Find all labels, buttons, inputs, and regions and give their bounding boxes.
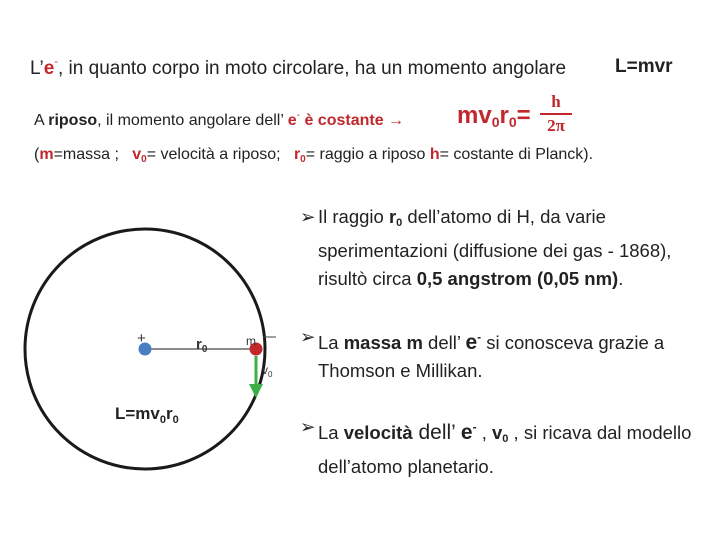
legend-line: (m=massa ; $v_0=$ velocità a riposo; $r_0=$ raggio a riposo h= costante di Planck). [34,146,594,165]
quantized-formula: $mv_0r_0=$ [457,102,531,130]
rest-line: A riposo, il momento angolare dell’ e- è costante → [34,110,405,129]
bullet-mass: ➢ La massa m dell’ e- si conosceva grazie a Thomson e Millikan. [300,323,700,385]
bullet-list [300,203,700,481]
planck-fraction: h 2π [538,92,574,136]
bullet-radius: ➢ Il raggio $r_0$ dell’atomo di H, da varie sperimentazioni (diffusione dei gas - 1868), risultò circa 0,5 angstrom (0,05 nm). [300,203,700,293]
electron-symbol: e- [43,56,58,79]
velocity-arrowhead [249,384,263,398]
radius-label: $r_0$ [196,336,208,355]
bullet-velocity: ➢ La velocità dell’ e- , $v_0$ , si ricava dal modello dell’atomo planetario. [300,413,700,481]
angular-momentum-formula: L=mvr [615,56,673,77]
diagram-formula: $L=mv_0r_0$ [115,404,179,426]
nucleus-label: + [137,330,146,347]
electron-mass-label: m [246,334,256,348]
velocity-label: $v_0$ [262,363,273,379]
intro-line: L’e-, in quanto corpo in moto circolare, ha un momento angolare [30,56,567,79]
bullet-arrow-icon: ➢ [300,206,316,227]
bullet-arrow-icon: ➢ [300,326,316,347]
bullet-arrow-icon: ➢ [300,416,316,437]
arrow-icon: → [388,112,405,129]
